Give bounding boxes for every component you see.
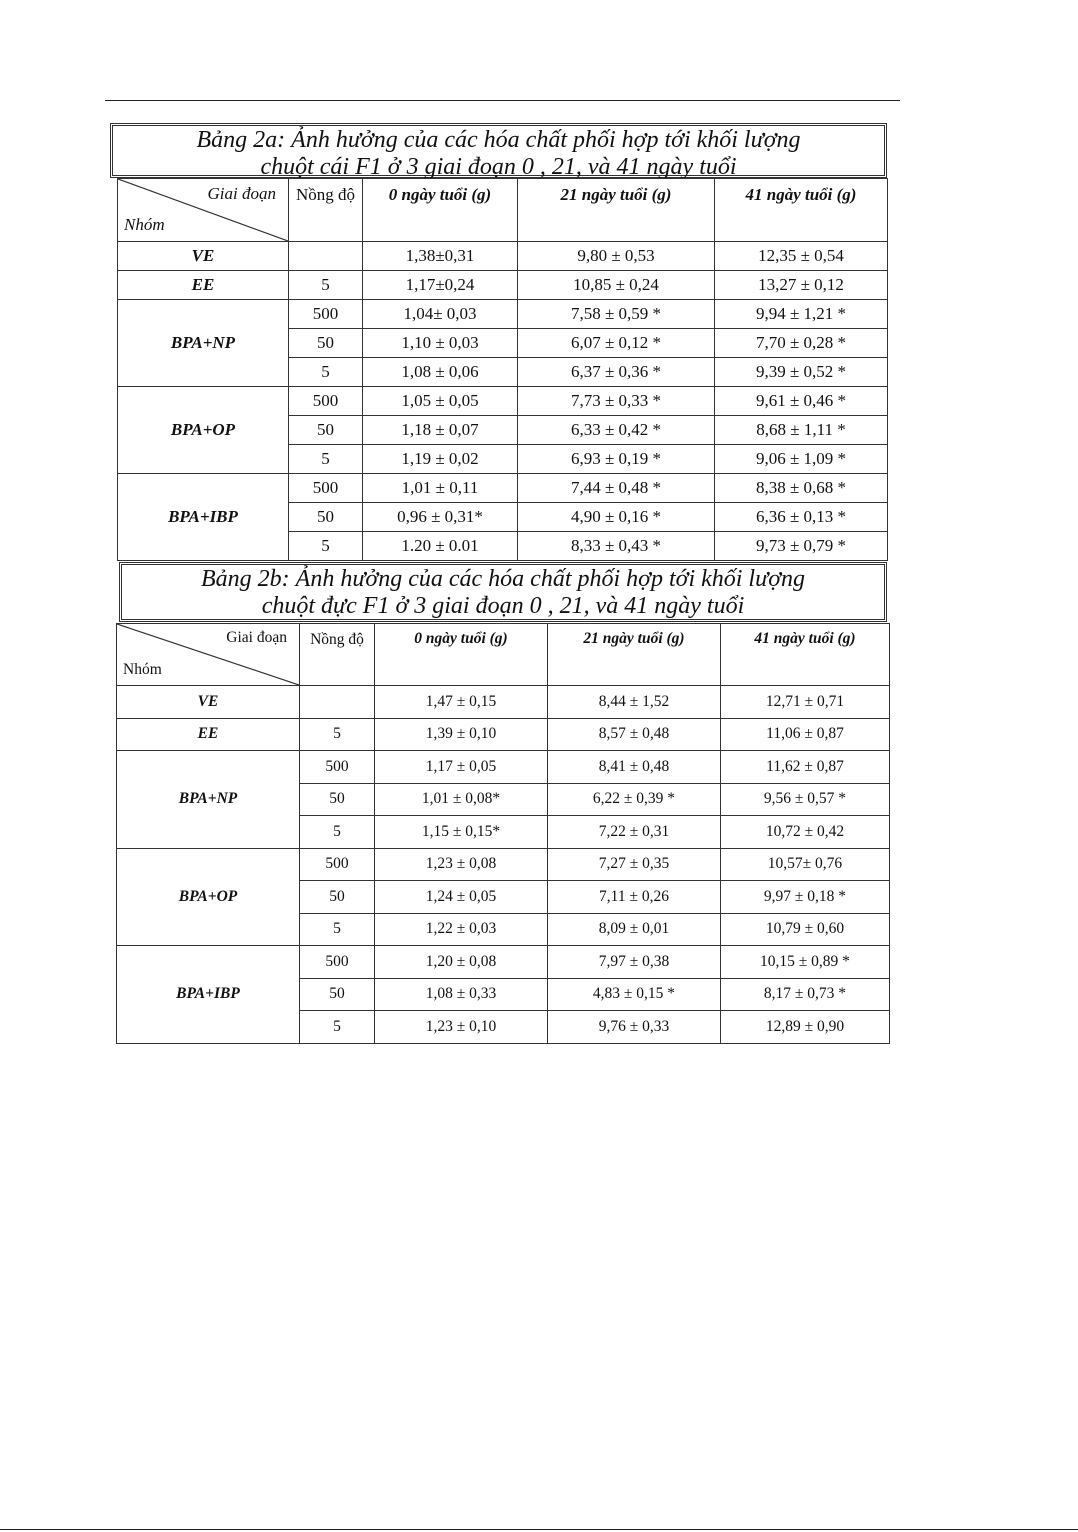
day0-cell: 1,19 ± 0,02 [363,445,518,474]
conc-cell: 500 [289,300,363,329]
day21-cell: 7,27 ± 0,35 [548,848,721,881]
conc-cell [289,242,363,271]
table-row [117,848,890,881]
day0-cell: 1,04± 0,03 [363,300,518,329]
day41-cell: 9,39 ± 0,52 * [715,358,888,387]
day21-cell: 7,22 ± 0,31 [548,816,721,849]
day21-cell: 9,76 ± 0,33 [548,1011,721,1044]
day0-cell: 0,96 ± 0,31* [363,503,518,532]
table-row [117,686,890,719]
table-2a-stage-label: Giai đoạn [207,184,276,203]
day21-cell: 6,22 ± 0,39 * [548,783,721,816]
conc-cell: 5 [300,718,375,751]
day41-cell: 8,68 ± 1,11 * [715,416,888,445]
day21-cell: 8,57 ± 0,48 [548,718,721,751]
day0-cell: 1.20 ± 0.01 [363,532,518,561]
group-name-cell: BPA+IBP [118,474,289,561]
day21-cell: 8,09 ± 0,01 [548,913,721,946]
conc-cell: 500 [300,848,375,881]
table-row [118,242,888,271]
table-2b-conc-header: Nồng độ [300,624,375,686]
day41-cell: 8,38 ± 0,68 * [715,474,888,503]
day21-cell: 4,90 ± 0,16 * [518,503,715,532]
conc-cell: 50 [300,783,375,816]
table-2a-col0-header: 0 ngày tuổi (g) [363,179,518,242]
day41-cell: 9,73 ± 0,79 * [715,532,888,561]
table-row [117,946,890,979]
day41-cell: 9,97 ± 0,18 * [721,881,890,914]
table-2b-header-row [117,624,890,686]
table-row [118,387,888,416]
day21-cell: 6,33 ± 0,42 * [518,416,715,445]
table-2a-caption-line2: chuột cái F1 ở 3 giai đoạn 0 , 21, và 41 ngày tuổi [260,154,737,180]
day41-cell: 6,36 ± 0,13 * [715,503,888,532]
group-name-cell: BPA+OP [117,848,300,946]
conc-cell: 500 [289,474,363,503]
day0-cell: 1,20 ± 0,08 [375,946,548,979]
day0-cell: 1,01 ± 0,08* [375,783,548,816]
group-name-cell: VE [118,242,289,271]
day21-cell: 9,80 ± 0,53 [518,242,715,271]
day41-cell: 11,06 ± 0,87 [721,718,890,751]
table-2a-header-row [118,179,888,242]
conc-cell: 5 [289,532,363,561]
day41-cell: 9,94 ± 1,21 * [715,300,888,329]
conc-cell: 5 [300,913,375,946]
day0-cell: 1,18 ± 0,07 [363,416,518,445]
day0-cell: 1,24 ± 0,05 [375,881,548,914]
day41-cell: 10,57± 0,76 [721,848,890,881]
day21-cell: 7,73 ± 0,33 * [518,387,715,416]
day0-cell: 1,38±0,31 [363,242,518,271]
day41-cell: 7,70 ± 0,28 * [715,329,888,358]
day41-cell: 10,79 ± 0,60 [721,913,890,946]
day0-cell: 1,15 ± 0,15* [375,816,548,849]
conc-cell: 5 [300,816,375,849]
conc-cell: 500 [300,751,375,784]
conc-cell: 5 [300,1011,375,1044]
day21-cell: 7,44 ± 0,48 * [518,474,715,503]
table-2b-caption-line1: Bảng 2b: Ảnh hưởng của các hóa chất phối hợp tới khối lượng [201,566,805,592]
conc-cell: 5 [289,358,363,387]
day21-cell: 8,41 ± 0,48 [548,751,721,784]
day0-cell: 1,47 ± 0,15 [375,686,548,719]
table-2b-col41-header: 41 ngày tuổi (g) [721,624,890,686]
table-2b-stage-label: Giai đoạn [226,629,287,646]
table-2a-conc-header: Nồng độ [289,179,363,242]
page-bottom-rule [0,1529,1078,1530]
table-row [118,300,888,329]
table-2b [116,623,890,1044]
conc-cell: 50 [289,329,363,358]
conc-cell: 500 [300,946,375,979]
day41-cell: 12,35 ± 0,54 [715,242,888,271]
day21-cell: 8,33 ± 0,43 * [518,532,715,561]
page-top-rule [105,100,900,101]
group-name-cell: BPA+IBP [117,946,300,1044]
conc-cell: 5 [289,445,363,474]
day21-cell: 6,37 ± 0,36 * [518,358,715,387]
day0-cell: 1,01 ± 0,11 [363,474,518,503]
conc-cell: 500 [289,387,363,416]
table-2b-corner-header [117,624,300,686]
table-2a-corner-header [118,179,289,242]
table-2a [117,178,888,561]
day41-cell: 8,17 ± 0,73 * [721,978,890,1011]
day21-cell: 7,97 ± 0,38 [548,946,721,979]
table-2a-caption [110,123,887,178]
group-name-cell: VE [117,686,300,719]
day0-cell: 1,05 ± 0,05 [363,387,518,416]
conc-cell: 5 [289,271,363,300]
day0-cell: 1,17 ± 0,05 [375,751,548,784]
group-name-cell: BPA+OP [118,387,289,474]
day0-cell: 1,39 ± 0,10 [375,718,548,751]
day0-cell: 1,22 ± 0,03 [375,913,548,946]
day21-cell: 6,07 ± 0,12 * [518,329,715,358]
table-2a-col21-header: 21 ngày tuổi (g) [518,179,715,242]
group-name-cell: BPA+NP [118,300,289,387]
table-2a-col41-header: 41 ngày tuổi (g) [715,179,888,242]
day41-cell: 10,15 ± 0,89 * [721,946,890,979]
day41-cell: 12,71 ± 0,71 [721,686,890,719]
day0-cell: 1,08 ± 0,06 [363,358,518,387]
day21-cell: 6,93 ± 0,19 * [518,445,715,474]
conc-cell: 50 [300,978,375,1011]
day21-cell: 7,11 ± 0,26 [548,881,721,914]
day41-cell: 9,56 ± 0,57 * [721,783,890,816]
day0-cell: 1,08 ± 0,33 [375,978,548,1011]
table-2b-col21-header: 21 ngày tuổi (g) [548,624,721,686]
table-row [118,271,888,300]
day0-cell: 1,10 ± 0,03 [363,329,518,358]
day41-cell: 13,27 ± 0,12 [715,271,888,300]
group-name-cell: BPA+NP [117,751,300,849]
conc-cell: 50 [300,881,375,914]
day41-cell: 9,06 ± 1,09 * [715,445,888,474]
day21-cell: 8,44 ± 1,52 [548,686,721,719]
table-row [118,474,888,503]
day0-cell: 1,17±0,24 [363,271,518,300]
table-2b-group-label: Nhóm [123,661,162,678]
day41-cell: 12,89 ± 0,90 [721,1011,890,1044]
day21-cell: 7,58 ± 0,59 * [518,300,715,329]
day41-cell: 11,62 ± 0,87 [721,751,890,784]
day0-cell: 1,23 ± 0,08 [375,848,548,881]
table-row [117,718,890,751]
day41-cell: 10,72 ± 0,42 [721,816,890,849]
conc-cell [300,686,375,719]
group-name-cell: EE [117,718,300,751]
group-name-cell: EE [118,271,289,300]
table-2b-col0-header: 0 ngày tuổi (g) [375,624,548,686]
table-row [117,751,890,784]
table-2b-caption [119,562,887,622]
day41-cell: 9,61 ± 0,46 * [715,387,888,416]
conc-cell: 50 [289,416,363,445]
day21-cell: 10,85 ± 0,24 [518,271,715,300]
table-2b-caption-line2: chuột đực F1 ở 3 giai đoạn 0 , 21, và 41 ngày tuổi [261,593,745,619]
table-2a-group-label: Nhóm [124,215,165,234]
conc-cell: 50 [289,503,363,532]
day21-cell: 4,83 ± 0,15 * [548,978,721,1011]
table-2a-caption-line1: Bảng 2a: Ảnh hưởng của các hóa chất phối hợp tới khối lượng [196,127,801,153]
day0-cell: 1,23 ± 0,10 [375,1011,548,1044]
